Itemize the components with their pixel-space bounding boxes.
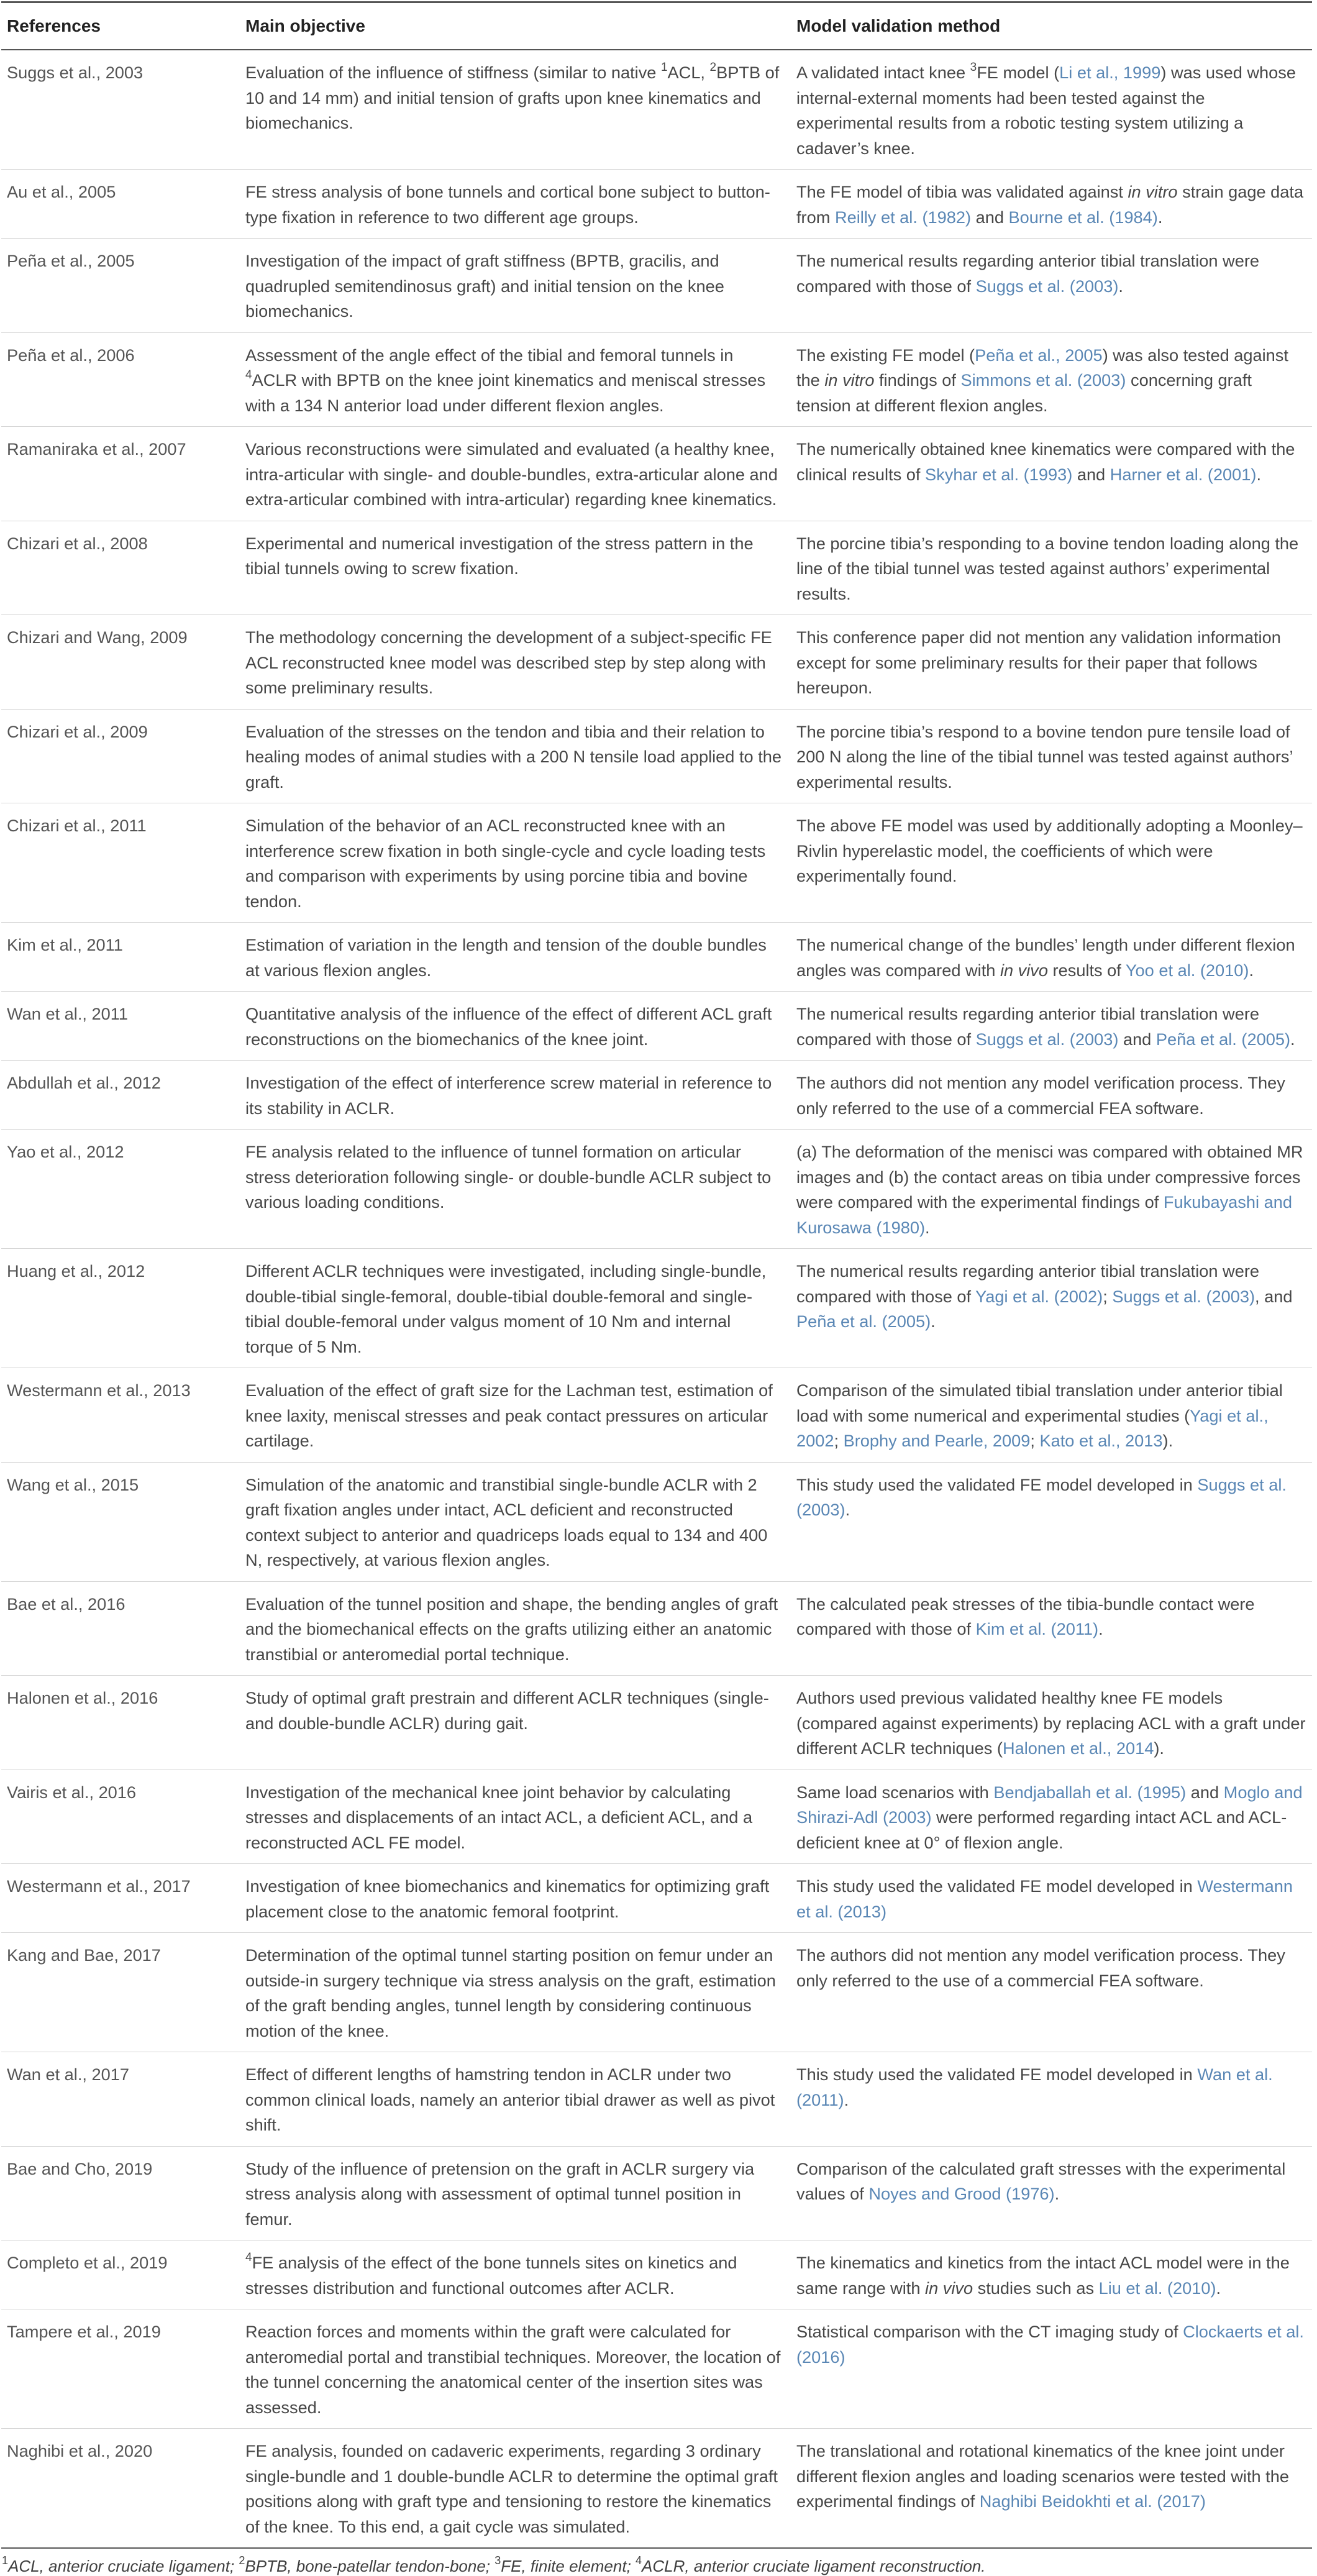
text-run: Simulation of the behavior of an ACL reconstructed knee with an interference screw fixation in both single-cycle and cycle loading tests and comparison with experiments by using porcine tibia and bovine tendon.: [245, 816, 766, 911]
validation-cell: [788, 923, 1312, 992]
text-run: The calculated peak stresses of the tibia-bundle contact were compared with those of: [796, 1594, 1255, 1638]
table-row: [1, 615, 1312, 710]
text-run: (a) The deformation of the menisci was compared with obtained MR images and (b) the contact areas on tibia under compressive forces were compared with the experimental findings of: [796, 1142, 1303, 1212]
validation-cell: [788, 615, 1312, 710]
text-run: Reaction forces and moments within the graft were calculated for anteromedial portal and transtibial techniques. Moreover, the location of the tunnel concerning the anatomical center of the insertion sites was assessed.: [245, 2322, 781, 2417]
text-run: .: [925, 1217, 930, 1237]
table-row: [1, 332, 1312, 427]
text-run: and: [1118, 1029, 1156, 1049]
text-run: Investigation of the impact of graft stiffness (BPTB, gracilis, and quadrupled semitendinosus graft) and initial tension on the knee biomechanics.: [245, 251, 724, 321]
table-footnote: [2, 2554, 986, 2576]
validation-cell: [788, 1770, 1312, 1864]
table-row: [1, 1864, 1312, 1933]
superscript-marker: 4: [245, 2250, 252, 2264]
text-run: ;: [1030, 1431, 1040, 1450]
text-run: This conference paper did not mention any validation information except for some preliminary results for their paper that follows hereupon.: [796, 628, 1281, 697]
citation-link[interactable]: Li et al., 1999: [1059, 63, 1161, 82]
table-row: [1, 1676, 1312, 1770]
objective-cell: [237, 1933, 788, 2052]
text-run: The porcine tibia’s responding to a bovine tendon loading along the line of the tibial tunnel was tested against authors’ experimental results.: [796, 533, 1299, 603]
reference-cell: Chizari et al., 2008: [1, 521, 237, 615]
objective-cell: [237, 50, 788, 170]
text-run: Evaluation of the effect of graft size for the Lachman test, estimation of knee laxity, meniscal stresses and peak contact pressures on articular cartilage.: [245, 1381, 773, 1450]
text-run: The authors did not mention any model verification process. They only referred to the use of a commercial FEA software.: [796, 1945, 1285, 1990]
text-run: BPTB of 10 and 14 mm) and initial tension of grafts upon knee kinematics and biomechanics.: [245, 63, 780, 132]
table-row: [1, 2146, 1312, 2240]
text-run: Authors used previous validated healthy knee FE models (compared against experiments) by replacing ACL with a graft under different ACLR techniques (: [796, 1688, 1306, 1758]
text-run: Simulation of the anatomic and transtibial single-bundle ACLR with 2 graft fixation angles under intact, ACL deficient and reconstructed context subject to anterior and quadriceps loads equal to 134 and 400 N, respectively, at various flexion angles.: [245, 1474, 768, 1569]
reference-cell: Abdullah et al., 2012: [1, 1061, 237, 1130]
validation-cell: [788, 239, 1312, 333]
text-run: and: [971, 207, 1009, 227]
text-run: Evaluation of the tunnel position and shape, the bending angles of graft and the biomechanical effects on the grafts utilizing either an anatomic transtibial or anteromedial portal technique.: [245, 1594, 778, 1664]
objective-cell: [237, 2309, 788, 2429]
table-row: [1, 1130, 1312, 1249]
text-run: .: [1054, 2184, 1060, 2203]
text-run: and: [1072, 464, 1110, 484]
citation-link[interactable]: Westermann et al. (2013): [796, 1876, 1293, 1921]
table-row: [1, 1249, 1312, 1368]
table-row: [1, 170, 1312, 239]
superscript-marker: 2: [239, 2554, 245, 2567]
objective-cell: [237, 992, 788, 1061]
text-run: .: [1118, 276, 1123, 296]
text-run: findings of: [874, 370, 961, 390]
citation-link[interactable]: Yagi et al. (2002): [975, 1286, 1103, 1306]
reference-cell: Au et al., 2005: [1, 170, 237, 239]
text-run: .: [931, 1312, 936, 1331]
header-references: References: [1, 3, 237, 50]
table-row: [1, 2240, 1312, 2309]
objective-cell: [237, 1462, 788, 1581]
objective-cell: [237, 709, 788, 803]
citation-link[interactable]: Peña et al. (2005): [1155, 1029, 1290, 1049]
citation-link[interactable]: Fukubayashi and Kurosawa (1980): [796, 1192, 1292, 1237]
text-run: FE, finite element;: [501, 2557, 636, 2575]
citation-link[interactable]: Suggs et al. (2003): [1112, 1286, 1255, 1306]
text-run: ACL, anterior cruciate ligament;: [8, 2557, 239, 2575]
objective-cell: [237, 1130, 788, 1249]
objective-cell: [237, 427, 788, 521]
text-run: Comparison of the calculated graft stresses with the experimental values of: [796, 2158, 1286, 2203]
validation-cell: [788, 50, 1312, 170]
validation-cell: [788, 2052, 1312, 2147]
text-run: .: [845, 1500, 850, 1519]
text-run: concerning graft tension at different flexion angles.: [796, 370, 1252, 415]
table-row: [1, 427, 1312, 521]
citation-link[interactable]: Noyes and Grood (1976): [868, 2184, 1055, 2203]
text-run: The kinematics and kinetics from the intact ACL model were in the same range with: [796, 2253, 1290, 2298]
citation-link[interactable]: Naghibi Beidokhti et al. (2017): [979, 2492, 1206, 2511]
text-run: .: [1256, 464, 1262, 484]
header-main-objective: Main objective: [237, 3, 788, 50]
text-run: Same load scenarios with: [796, 1782, 994, 1802]
superscript-marker: 4: [636, 2554, 642, 2567]
reference-cell: Westermann et al., 2013: [1, 1368, 237, 1463]
citation-link[interactable]: Suggs et al. (2003): [975, 276, 1119, 296]
validation-cell: [788, 1462, 1312, 1581]
text-run: FE stress analysis of bone tunnels and cortical bone subject to button-type fixation in reference to two different age groups.: [245, 182, 770, 227]
objective-cell: [237, 2240, 788, 2309]
objective-cell: [237, 615, 788, 710]
text-run: BPTB, bone-patellar tendon-bone;: [245, 2557, 495, 2575]
text-run: A validated intact knee: [796, 63, 970, 82]
text-run: ACL,: [667, 63, 710, 82]
text-run: ;: [834, 1431, 844, 1450]
italic-term: in vivo: [1000, 960, 1048, 980]
validation-cell: [788, 709, 1312, 803]
text-run: This study used the validated FE model developed in: [796, 1876, 1198, 1896]
reference-cell: Peña et al., 2006: [1, 332, 237, 427]
text-run: ) was also tested against the: [796, 345, 1288, 390]
text-run: The translational and rotational kinematics of the knee joint under different flexion angles and loading scenarios were tested with the experimental findings of: [796, 2441, 1289, 2511]
table-row: [1, 2429, 1312, 2548]
objective-cell: [237, 170, 788, 239]
table-row: [1, 923, 1312, 992]
table-row: [1, 1933, 1312, 2052]
reference-cell: Bae and Cho, 2019: [1, 2146, 237, 2240]
reference-cell: Suggs et al., 2003: [1, 50, 237, 170]
text-run: The authors did not mention any model verification process. They only referred to the use of a commercial FEA software.: [796, 1073, 1285, 1118]
text-run: This study used the validated FE model developed in: [796, 2065, 1198, 2084]
citation-link[interactable]: Reilly et al. (1982): [834, 207, 972, 227]
citation-link[interactable]: Yoo et al. (2010): [1125, 960, 1249, 980]
text-run: .: [844, 2090, 849, 2109]
reference-cell: Chizari and Wang, 2009: [1, 615, 237, 710]
text-run: FE model (: [977, 63, 1060, 82]
citation-link[interactable]: Halonen et al., 2014: [1002, 1738, 1154, 1758]
validation-cell: [788, 2309, 1312, 2429]
text-run: .: [1290, 1029, 1295, 1049]
text-run: ) was used whose internal-external moments had been tested against the experimental results from a robotic testing system utilizing a cadaver’s knee.: [796, 63, 1296, 158]
citation-link[interactable]: Kim et al. (2011): [975, 1619, 1099, 1638]
text-run: Investigation of the mechanical knee joint behavior by calculating stresses and displacements of an intact ACL, a deficient ACL, and a reconstructed ACL FE model.: [245, 1782, 753, 1852]
text-run: Statistical comparison with the CT imaging study of: [796, 2322, 1183, 2341]
reference-cell: Kim et al., 2011: [1, 923, 237, 992]
reference-cell: Ramaniraka et al., 2007: [1, 427, 237, 521]
objective-cell: [237, 1581, 788, 1676]
text-run: Quantitative analysis of the influence of the effect of different ACL graft reconstructions on the biomechanics of the knee joint.: [245, 1004, 772, 1049]
superscript-marker: 1: [2, 2554, 9, 2567]
superscript-marker: 1: [660, 60, 668, 74]
text-run: studies such as: [973, 2278, 1099, 2298]
header-row: [1, 3, 1312, 50]
text-run: strain gage data from: [796, 182, 1304, 227]
text-run: Investigation of the effect of interference screw material in reference to its stability in ACLR.: [245, 1073, 772, 1118]
citation-link[interactable]: Kato et al., 2013: [1039, 1431, 1163, 1450]
italic-term: in vitro: [1128, 182, 1178, 201]
validation-cell: [788, 992, 1312, 1061]
citation-link[interactable]: Wan et al. (2011): [796, 2065, 1273, 2109]
text-run: .: [1216, 2278, 1221, 2298]
reference-cell: Westermann et al., 2017: [1, 1864, 237, 1933]
citation-link[interactable]: Peña et al., 2005: [975, 345, 1103, 365]
table-row: [1, 50, 1312, 170]
citation-link[interactable]: Bourne et al. (1984): [1008, 207, 1158, 227]
text-run: Comparison of the simulated tibial translation under anterior tibial load with some numerical and experimental studies (: [796, 1381, 1283, 1425]
text-run: ACLR with BPTB on the knee joint kinematics and meniscal stresses with a 134 N anterior load under different flexion angles.: [245, 370, 766, 415]
table-row: [1, 239, 1312, 333]
reference-cell: Vairis et al., 2016: [1, 1770, 237, 1864]
citation-link[interactable]: Clockaerts et al. (2016): [796, 2322, 1304, 2367]
text-run: Experimental and numerical investigation of the stress pattern in the tibial tunnels owing to screw fixation.: [245, 533, 754, 578]
reference-cell: Yao et al., 2012: [1, 1130, 237, 1249]
table-row: [1, 1581, 1312, 1676]
table-row: [1, 521, 1312, 615]
text-run: Determination of the optimal tunnel starting position on femur under an outside-in surgery technique via stress analysis on the graft, estimation of the graft bending angles, tunnel length by considering continuous motion of the knee.: [245, 1945, 776, 2040]
objective-cell: [237, 332, 788, 427]
validation-cell: [788, 1581, 1312, 1676]
text-run: The numerical change of the bundles’ length under different flexion angles was compared with: [796, 935, 1295, 980]
text-run: ;: [1103, 1286, 1113, 1306]
citation-link[interactable]: Suggs et al. (2003): [975, 1029, 1119, 1049]
citation-link[interactable]: Skyhar et al. (1993): [925, 464, 1073, 484]
text-run: The existing FE model (: [796, 345, 975, 365]
objective-cell: [237, 1249, 788, 1368]
text-run: results of: [1048, 960, 1126, 980]
italic-term: in vivo: [925, 2278, 973, 2298]
objective-cell: [237, 2146, 788, 2240]
objective-cell: [237, 923, 788, 992]
table-header: [1, 3, 1312, 50]
objective-cell: [237, 1061, 788, 1130]
reference-cell: Tampere et al., 2019: [1, 2309, 237, 2429]
objective-cell: [237, 2052, 788, 2147]
text-run: ACLR, anterior cruciate ligament reconstruction.: [642, 2557, 986, 2575]
superscript-marker: 3: [494, 2554, 501, 2567]
citation-link[interactable]: Suggs et al. (2003): [796, 1474, 1287, 1519]
text-run: FE analysis related to the influence of tunnel formation on articular stress deterioration following single- or double-bundle ACLR subject to various loading conditions.: [245, 1142, 772, 1212]
validation-cell: [788, 2429, 1312, 2548]
text-run: Estimation of variation in the length and tension of the double bundles at various flexion angles.: [245, 935, 767, 980]
reference-cell: Kang and Bae, 2017: [1, 1933, 237, 2052]
objective-cell: [237, 521, 788, 615]
objective-cell: [237, 1676, 788, 1770]
reference-cell: Completo et al., 2019: [1, 2240, 237, 2309]
table-row: [1, 1462, 1312, 1581]
validation-cell: [788, 2146, 1312, 2240]
table-row: [1, 2052, 1312, 2147]
text-run: .: [1249, 960, 1254, 980]
reference-cell: Wan et al., 2017: [1, 2052, 237, 2147]
text-run: Various reconstructions were simulated and evaluated (a healthy knee, intra-articular with single- and double-bundles, extra-articular alone and extra-articular combined with intra-articular) regarding knee kinematics.: [245, 439, 778, 509]
header-validation-method: Model validation method: [788, 3, 1312, 50]
text-run: ).: [1154, 1738, 1164, 1758]
text-run: The above FE model was used by additionally adopting a Moonley–Rivlin hyperelastic model, the coefficients of which were experimentally found.: [796, 816, 1303, 885]
italic-term: in vitro: [824, 370, 875, 390]
validation-cell: [788, 1368, 1312, 1463]
objective-cell: [237, 1368, 788, 1463]
table-row: [1, 1368, 1312, 1463]
citation-link[interactable]: Bendjaballah et al. (1995): [993, 1782, 1187, 1802]
reference-cell: Wang et al., 2015: [1, 1462, 237, 1581]
citation-link[interactable]: Simmons et al. (2003): [960, 370, 1126, 390]
validation-cell: [788, 1130, 1312, 1249]
objective-cell: [237, 1864, 788, 1933]
text-run: Evaluation of the stresses on the tendon and tibia and their relation to healing modes of animal studies with a 200 N tensile load applied to the graft.: [245, 721, 782, 792]
text-run: The numerical results regarding anterior tibial translation were compared with those of: [796, 251, 1259, 296]
objective-cell: [237, 803, 788, 923]
table-row: [1, 2309, 1312, 2429]
text-run: FE analysis of the effect of the bone tunnels sites on kinetics and stresses distribution and functional outcomes after ACLR.: [245, 2253, 737, 2298]
table-row: [1, 992, 1312, 1061]
text-run: Different ACLR techniques were investigated, including single-bundle, double-tibial single-femoral, double-tibial double-femoral and single-tibial double-femoral under valgus moment of 10 Nm and internal torque of 5 Nm.: [245, 1261, 767, 1356]
superscript-marker: 4: [245, 368, 252, 381]
validation-cell: [788, 170, 1312, 239]
text-run: Assessment of the angle effect of the tibial and femoral tunnels in: [245, 345, 734, 365]
superscript-marker: 2: [709, 60, 717, 74]
validation-cell: [788, 521, 1312, 615]
validation-cell: [788, 332, 1312, 427]
validation-cell: [788, 1249, 1312, 1368]
text-run: Evaluation of the influence of stiffness (similar to native: [245, 63, 661, 82]
citation-link[interactable]: Brophy and Pearle, 2009: [843, 1431, 1031, 1450]
table-row: [1, 803, 1312, 923]
text-run: Investigation of knee biomechanics and kinematics for optimizing graft placement close to the anatomic femoral footprint.: [245, 1876, 770, 1921]
text-run: .: [1098, 1619, 1103, 1638]
objective-cell: [237, 2429, 788, 2548]
reference-cell: Naghibi et al., 2020: [1, 2429, 237, 2548]
objective-cell: [237, 1770, 788, 1864]
citation-link[interactable]: Yagi et al., 2002: [796, 1405, 1269, 1450]
text-run: The numerically obtained knee kinematics were compared with the clinical results of: [796, 439, 1295, 484]
text-run: ).: [1162, 1431, 1173, 1450]
text-run: The porcine tibia’s respond to a bovine tendon pure tensile load of 200 N along the line of the tibial tunnel was tested against authors’ experimental results.: [796, 721, 1293, 792]
text-run: Effect of different lengths of hamstring tendon in ACLR under two common clinical loads, namely an anterior tibial drawer as well as pivot shift.: [245, 2065, 775, 2134]
text-run: , and: [1255, 1286, 1293, 1306]
text-run: The numerical results regarding anterior tibial translation were compared with those of: [796, 1261, 1259, 1306]
citation-link[interactable]: Peña et al. (2005): [796, 1312, 931, 1331]
reference-cell: Chizari et al., 2009: [1, 709, 237, 803]
validation-cell: [788, 2240, 1312, 2309]
table-body: [1, 50, 1312, 2548]
text-run: FE analysis, founded on cadaveric experiments, regarding 3 ordinary single-bundle and 1 double-bundle ACLR to determine the optimal graft positions along with graft type and tensioning to restore the kinematics of the knee. To this end, a gait cycle was simulated.: [245, 2441, 778, 2536]
reference-cell: Chizari et al., 2011: [1, 803, 237, 923]
table-row: [1, 1770, 1312, 1864]
text-run: were performed regarding intact ACL and ACL-deficient knee at 0° of flexion angle.: [796, 1807, 1287, 1852]
table-row: [1, 709, 1312, 803]
reference-cell: Peña et al., 2005: [1, 239, 237, 333]
reference-cell: Huang et al., 2012: [1, 1249, 237, 1368]
validation-cell: [788, 1933, 1312, 2052]
objective-cell: [237, 239, 788, 333]
superscript-marker: 3: [970, 60, 977, 74]
validation-cell: [788, 1864, 1312, 1933]
reference-cell: Wan et al., 2011: [1, 992, 237, 1061]
references-table: [1, 3, 1312, 2548]
text-run: Study of the influence of pretension on the graft in ACLR surgery via stress analysis along with assessment of optimal tunnel position in femur.: [245, 2158, 755, 2229]
text-run: This study used the validated FE model developed in: [796, 1474, 1198, 1494]
citation-link[interactable]: Harner et al. (2001): [1110, 464, 1257, 484]
text-run: .: [1157, 207, 1163, 227]
text-run: The methodology concerning the development of a subject-specific FE ACL reconstructed knee model was described step by step along with some preliminary results.: [245, 628, 772, 697]
table-row: [1, 1061, 1312, 1130]
citation-link[interactable]: Moglo and Shirazi-Adl (2003): [796, 1782, 1303, 1827]
validation-cell: [788, 1061, 1312, 1130]
reference-cell: Bae et al., 2016: [1, 1581, 237, 1676]
table-bottom-rule: [1, 2547, 1312, 2549]
validation-cell: [788, 1676, 1312, 1770]
text-run: The numerical results regarding anterior tibial translation were compared with those of: [796, 1004, 1259, 1049]
validation-cell: [788, 803, 1312, 923]
validation-cell: [788, 427, 1312, 521]
text-run: and: [1186, 1782, 1224, 1802]
citation-link[interactable]: Liu et al. (2010): [1098, 2278, 1216, 2298]
reference-cell: Halonen et al., 2016: [1, 1676, 237, 1770]
text-run: Study of optimal graft prestrain and different ACLR techniques (single- and double-bundle ACLR) during gait.: [245, 1688, 769, 1733]
text-run: The FE model of tibia was validated against: [796, 182, 1128, 201]
